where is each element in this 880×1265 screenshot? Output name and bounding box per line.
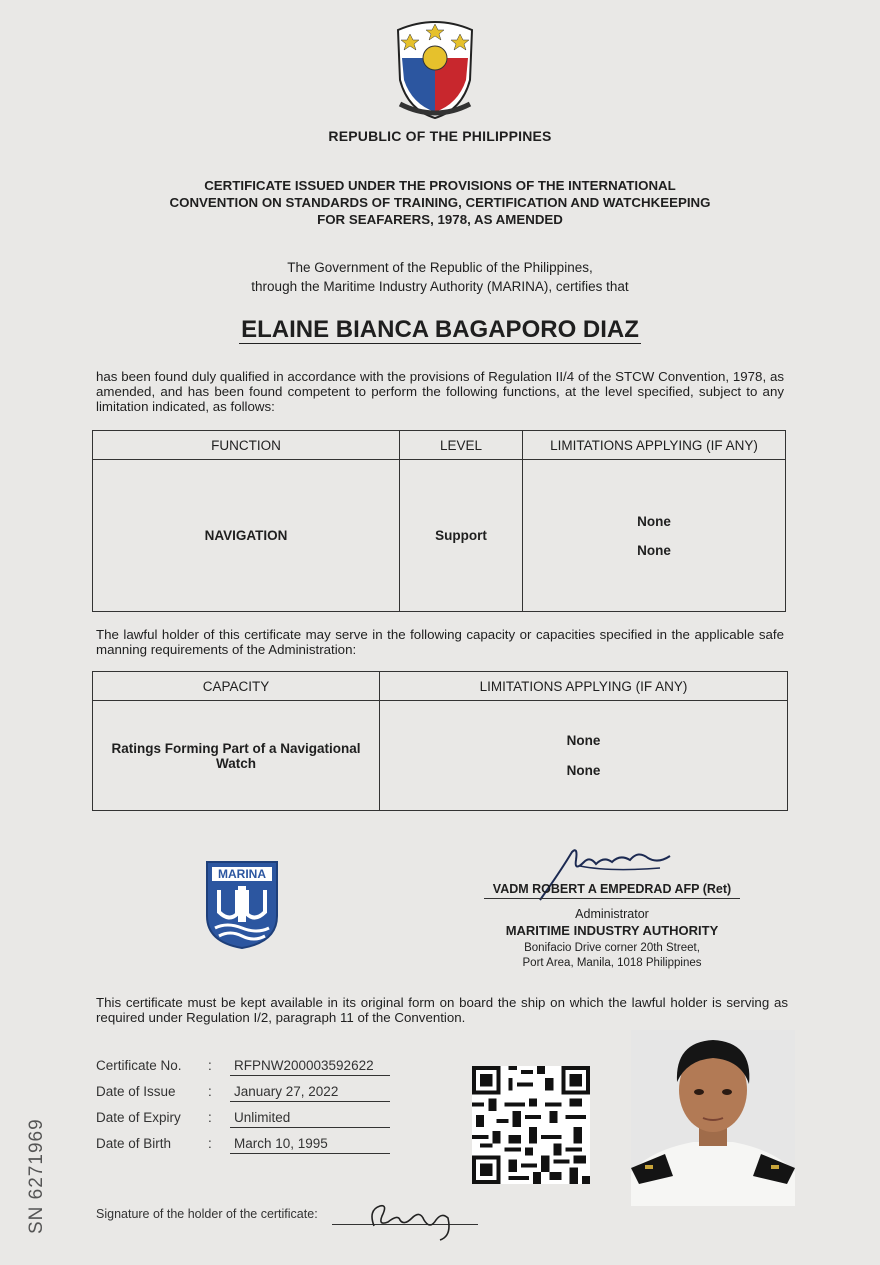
qr-code-icon	[472, 1066, 590, 1184]
detail-value: RFPNW200003592622	[230, 1056, 390, 1076]
marina-logo-icon	[205, 860, 279, 950]
serial-number	[14, 1080, 54, 1240]
detail-separator: :	[208, 1110, 212, 1125]
functions-table	[92, 430, 786, 612]
limitation-value: None	[637, 542, 671, 558]
administrator-address	[470, 941, 754, 971]
government-line: through the Maritime Industry Authority (MARINA), certifies that	[251, 279, 629, 294]
government-line: The Government of the Republic of the Philippines,	[287, 260, 593, 275]
detail-label: Date of Birth	[96, 1136, 172, 1151]
date-of-issue-row	[96, 1079, 396, 1105]
header-function: FUNCTION	[93, 431, 400, 460]
limitations-cell	[523, 460, 786, 612]
header-capacity: CAPACITY	[93, 672, 380, 701]
holder-signature-label: Signature of the holder of the certificate:	[96, 1207, 318, 1221]
address-line: Bonifacio Drive corner 20th Street,	[524, 942, 700, 954]
function-cell: NAVIGATION	[93, 460, 400, 612]
table-row	[93, 460, 786, 612]
detail-value: March 10, 1995	[230, 1134, 390, 1154]
holder-signature-icon	[364, 1196, 464, 1242]
notice-paragraph: This certificate must be kept available in its original form on board the ship on which the lawful holder is serving as required under Regulation I/2, paragraph 11 of the Convention.	[96, 995, 788, 1025]
level-cell: Support	[400, 460, 523, 612]
limitation-value: None	[637, 513, 671, 529]
philippine-seal-icon	[390, 18, 480, 122]
certificate-number-row	[96, 1053, 396, 1079]
government-statement	[80, 258, 800, 296]
convention-title	[80, 177, 800, 228]
convention-title-line: FOR SEAFARERS, 1978, AS AMENDED	[317, 212, 563, 227]
detail-label: Date of Expiry	[96, 1110, 181, 1125]
capacity-table	[92, 671, 788, 811]
republic-heading: REPUBLIC OF THE PHILIPPINES	[328, 128, 552, 144]
capacity-paragraph: The lawful holder of this certificate may serve in the following capacity or capacities specified in the applicable safe manning requirements of the Administration:	[96, 627, 784, 657]
detail-value: Unlimited	[230, 1108, 390, 1128]
holder-portrait-icon	[631, 1030, 795, 1206]
marina-logo-text: MARINA	[218, 867, 266, 881]
header-capacity-limitations: LIMITATIONS APPLYING (IF ANY)	[380, 672, 788, 701]
convention-title-line: CERTIFICATE ISSUED UNDER THE PROVISIONS OF THE INTERNATIONAL	[204, 178, 676, 193]
holder-name	[0, 316, 880, 344]
serial-number-text: SN 6271969	[26, 1118, 47, 1234]
detail-label: Date of Issue	[96, 1084, 176, 1099]
detail-label: Certificate No.	[96, 1058, 182, 1073]
convention-title-line: CONVENTION ON STANDARDS OF TRAINING, CERTIFICATION AND WATCHKEEPING	[169, 195, 711, 210]
holder-photo	[631, 1030, 795, 1206]
administrator-title: Administrator	[575, 907, 649, 921]
holder-name-text: ELAINE BIANCA BAGAPORO DIAZ	[241, 316, 639, 343]
detail-separator: :	[208, 1084, 212, 1099]
capacity-limitations-cell	[380, 701, 788, 811]
limitation-value: None	[566, 762, 601, 778]
administrator-name: VADM ROBERT A EMPEDRAD AFP (Ret)	[484, 882, 740, 899]
table-row	[93, 701, 788, 811]
date-of-birth-row	[96, 1131, 396, 1157]
administrator-organization: MARITIME INDUSTRY AUTHORITY	[505, 923, 719, 938]
address-line: Port Area, Manila, 1018 Philippines	[522, 957, 702, 969]
limitation-value: None	[566, 732, 601, 748]
detail-value: January 27, 2022	[230, 1082, 390, 1102]
qualification-paragraph: has been found duly qualified in accordance with the provisions of Regulation II/4 of the STCW Convention, 1978, as amended, and has been found competent to perform the following functions, at the level specified, subject to any limitation indicated, as follows:	[96, 369, 784, 414]
header-level: LEVEL	[400, 431, 523, 460]
detail-separator: :	[208, 1136, 212, 1151]
date-of-expiry-row	[96, 1105, 396, 1131]
header-limitations: LIMITATIONS APPLYING (IF ANY)	[523, 431, 786, 460]
capacity-cell: Ratings Forming Part of a Navigational Watch	[93, 701, 380, 811]
detail-separator: :	[208, 1058, 212, 1073]
